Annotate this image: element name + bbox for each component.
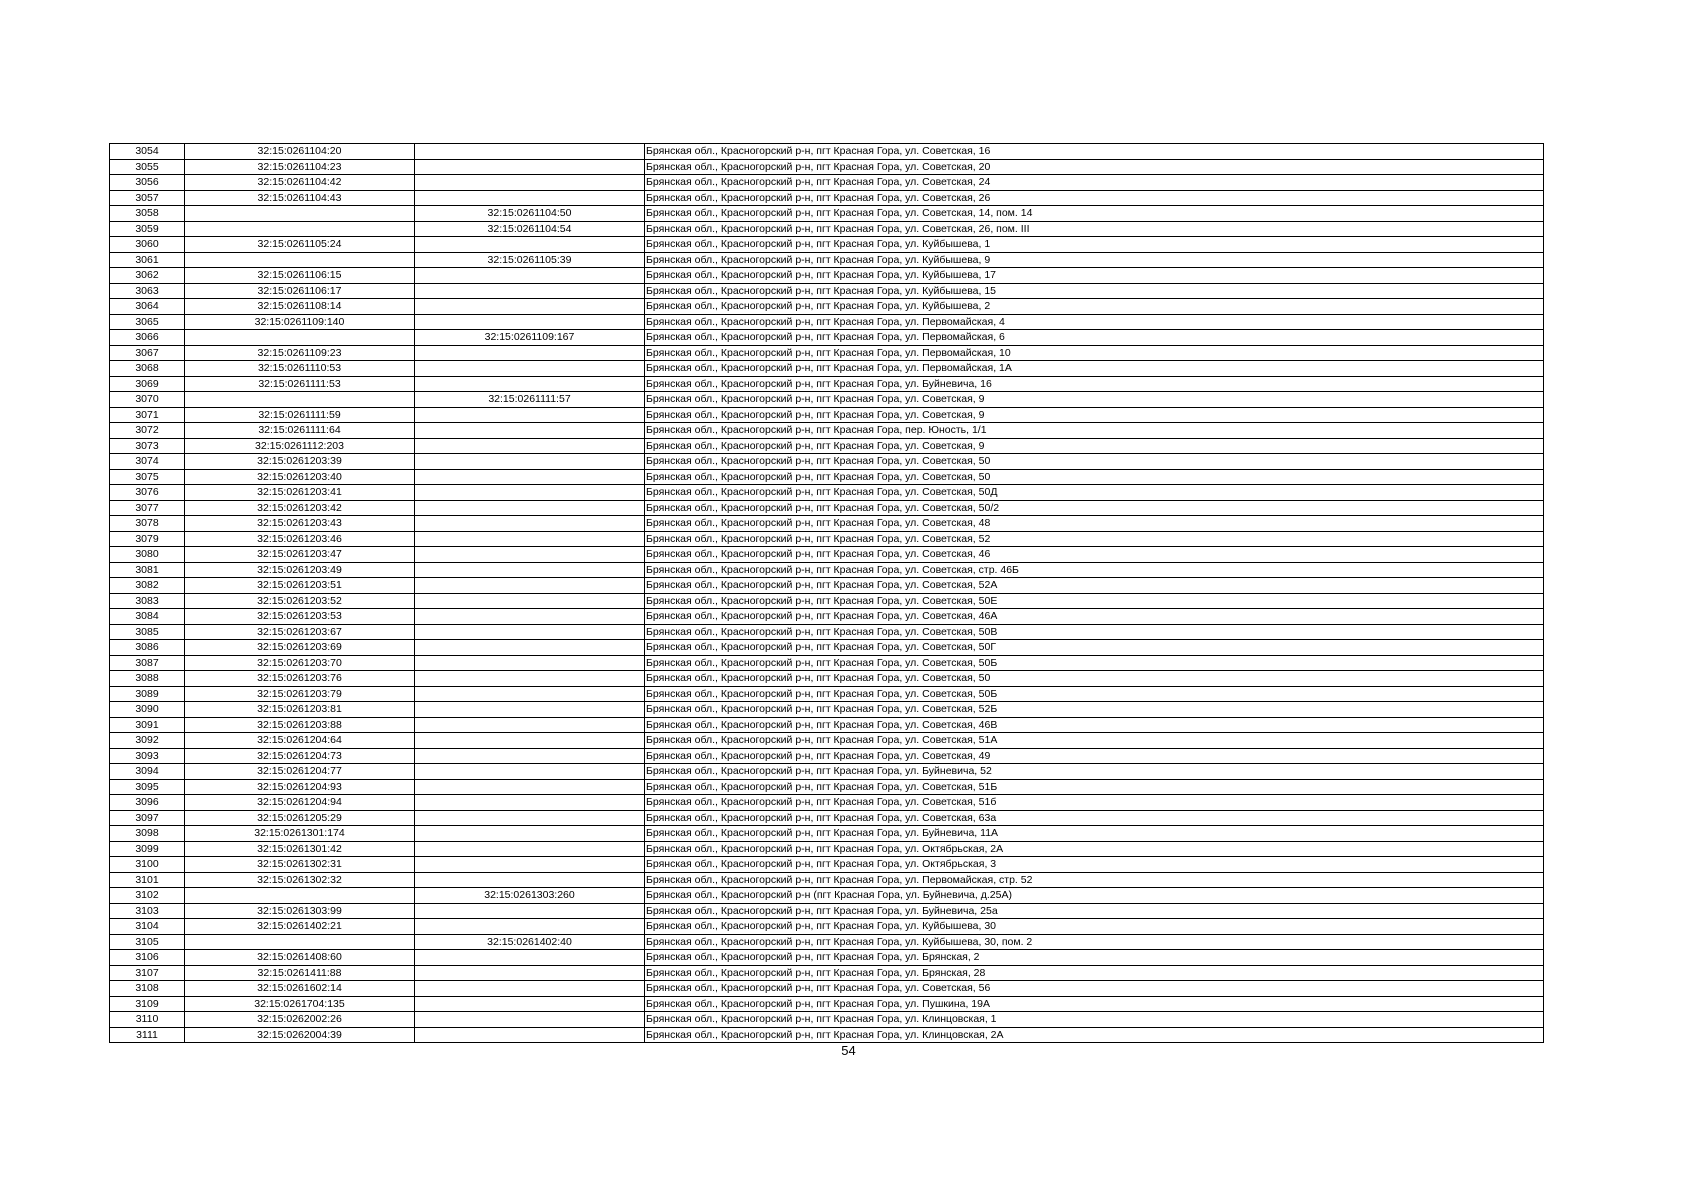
row-number: 3076: [110, 485, 185, 501]
cadastral-number-building: 32:15:0261109:167: [415, 330, 645, 346]
table-row: [110, 283, 1544, 299]
table-row: [110, 826, 1544, 842]
cadastral-number-building: [415, 1027, 645, 1043]
address: Брянская обл., Красногорский р-н, пгт Красная Гора, ул. Первомайская, 4: [645, 314, 1544, 330]
table-row: [110, 764, 1544, 780]
table-row: [110, 686, 1544, 702]
cadastral-number-land: 32:15:0261109:140: [185, 314, 415, 330]
cadastral-number-land: [185, 392, 415, 408]
address: Брянская обл., Красногорский р-н, пгт Красная Гора, ул. Первомайская, стр. 52: [645, 872, 1544, 888]
cadastral-number-building: [415, 609, 645, 625]
address: Брянская обл., Красногорский р-н, пгт Красная Гора, ул. Советская, 26, пом. III: [645, 221, 1544, 237]
row-number: 3096: [110, 795, 185, 811]
table-row: [110, 872, 1544, 888]
cadastral-number-building: [415, 562, 645, 578]
address: Брянская обл., Красногорский р-н, пгт Красная Гора, ул. Буйневича, 11А: [645, 826, 1544, 842]
cadastral-number-land: 32:15:0261203:47: [185, 547, 415, 563]
row-number: 3080: [110, 547, 185, 563]
table-row: [110, 593, 1544, 609]
table-row: [110, 144, 1544, 160]
row-number: 3094: [110, 764, 185, 780]
row-number: 3106: [110, 950, 185, 966]
table-row: [110, 857, 1544, 873]
cadastral-number-land: 32:15:0261402:21: [185, 919, 415, 935]
address: Брянская обл., Красногорский р-н, пгт Красная Гора, ул. Советская, 50Е: [645, 593, 1544, 609]
cadastral-number-building: [415, 454, 645, 470]
table-row: [110, 175, 1544, 191]
table-row: [110, 516, 1544, 532]
cadastral-number-land: 32:15:0261203:69: [185, 640, 415, 656]
cadastral-number-building: 32:15:0261402:40: [415, 934, 645, 950]
row-number: 3088: [110, 671, 185, 687]
table-row: [110, 485, 1544, 501]
row-number: 3100: [110, 857, 185, 873]
cadastral-number-land: [185, 252, 415, 268]
cadastral-number-land: 32:15:0261109:23: [185, 345, 415, 361]
cadastral-number-land: 32:15:0261105:24: [185, 237, 415, 253]
cadastral-number-building: [415, 624, 645, 640]
row-number: 3055: [110, 159, 185, 175]
table-row: [110, 795, 1544, 811]
table-row: [110, 919, 1544, 935]
row-number: 3054: [110, 144, 185, 160]
table-row: [110, 888, 1544, 904]
row-number: 3090: [110, 702, 185, 718]
cadastral-number-building: [415, 144, 645, 160]
cadastral-number-building: [415, 981, 645, 997]
table-row: [110, 779, 1544, 795]
cadastral-number-land: 32:15:0261204:93: [185, 779, 415, 795]
address: Брянская обл., Красногорский р-н, пгт Красная Гора, ул. Советская, 51А: [645, 733, 1544, 749]
table-row: [110, 578, 1544, 594]
address: Брянская обл., Красногорский р-н, пгт Красная Гора, ул. Советская, 14, пом. 14: [645, 206, 1544, 222]
row-number: 3061: [110, 252, 185, 268]
row-number: 3062: [110, 268, 185, 284]
cadastral-number-building: 32:15:0261104:50: [415, 206, 645, 222]
cadastral-number-land: [185, 934, 415, 950]
registry-table-body: [110, 144, 1544, 1043]
row-number: 3068: [110, 361, 185, 377]
page-number: 54: [841, 1043, 856, 1058]
cadastral-number-building: [415, 361, 645, 377]
address: Брянская обл., Красногорский р-н, пгт Красная Гора, ул. Первомайская, 10: [645, 345, 1544, 361]
address: Брянская обл., Красногорский р-н, пгт Красная Гора, ул. Куйбышева, 9: [645, 252, 1544, 268]
row-number: 3104: [110, 919, 185, 935]
cadastral-number-building: [415, 826, 645, 842]
row-number: 3111: [110, 1027, 185, 1043]
cadastral-number-land: 32:15:0261203:81: [185, 702, 415, 718]
row-number: 3109: [110, 996, 185, 1012]
row-number: 3099: [110, 841, 185, 857]
row-number: 3070: [110, 392, 185, 408]
address: Брянская обл., Красногорский р-н, пгт Красная Гора, ул. Буйневича, 52: [645, 764, 1544, 780]
row-number: 3075: [110, 469, 185, 485]
cadastral-number-land: 32:15:0261112:203: [185, 438, 415, 454]
table-row: [110, 547, 1544, 563]
cadastral-number-land: 32:15:0261203:53: [185, 609, 415, 625]
table-row: [110, 221, 1544, 237]
cadastral-number-building: [415, 810, 645, 826]
address: Брянская обл., Красногорский р-н, пгт Красная Гора, ул. Советская, 51б: [645, 795, 1544, 811]
cadastral-number-land: 32:15:0261204:64: [185, 733, 415, 749]
row-number: 3056: [110, 175, 185, 191]
cadastral-number-building: 32:15:0261104:54: [415, 221, 645, 237]
address: Брянская обл., Красногорский р-н, пгт Красная Гора, ул. Советская, 50Б: [645, 686, 1544, 702]
cadastral-number-land: 32:15:0261203:43: [185, 516, 415, 532]
cadastral-number-building: [415, 903, 645, 919]
cadastral-number-building: [415, 376, 645, 392]
cadastral-number-building: [415, 159, 645, 175]
address: Брянская обл., Красногорский р-н, пгт Красная Гора, ул. Советская, 46: [645, 547, 1544, 563]
row-number: 3057: [110, 190, 185, 206]
table-row: [110, 423, 1544, 439]
table-row: [110, 640, 1544, 656]
cadastral-number-building: [415, 531, 645, 547]
address: Брянская обл., Красногорский р-н, пгт Красная Гора, ул. Советская, 52: [645, 531, 1544, 547]
cadastral-number-building: [415, 733, 645, 749]
table-row: [110, 748, 1544, 764]
table-row: [110, 655, 1544, 671]
address: Брянская обл., Красногорский р-н, пгт Красная Гора, ул. Первомайская, 1А: [645, 361, 1544, 377]
address: Брянская обл., Красногорский р-н, пгт Красная Гора, ул. Пушкина, 19А: [645, 996, 1544, 1012]
cadastral-number-building: [415, 190, 645, 206]
table-row: [110, 252, 1544, 268]
row-number: 3058: [110, 206, 185, 222]
row-number: 3060: [110, 237, 185, 253]
cadastral-number-building: [415, 965, 645, 981]
table-row: [110, 190, 1544, 206]
row-number: 3091: [110, 717, 185, 733]
table-row: [110, 810, 1544, 826]
cadastral-number-land: 32:15:0261203:42: [185, 500, 415, 516]
address: Брянская обл., Красногорский р-н, пгт Красная Гора, ул. Первомайская, 6: [645, 330, 1544, 346]
address: Брянская обл., Красногорский р-н, пгт Красная Гора, ул. Советская, 50Г: [645, 640, 1544, 656]
address: Брянская обл., Красногорский р-н, пгт Красная Гора, ул. Куйбышева, 30, пом. 2: [645, 934, 1544, 950]
cadastral-number-building: [415, 764, 645, 780]
cadastral-number-building: 32:15:0261105:39: [415, 252, 645, 268]
table-row: [110, 361, 1544, 377]
table-row: [110, 531, 1544, 547]
address: Брянская обл., Красногорский р-н, пгт Красная Гора, ул. Буйневича, 16: [645, 376, 1544, 392]
cadastral-number-land: 32:15:0261204:77: [185, 764, 415, 780]
cadastral-number-land: 32:15:0261111:59: [185, 407, 415, 423]
address: Брянская обл., Красногорский р-н, пгт Красная Гора, ул. Советская, 52Б: [645, 702, 1544, 718]
address: Брянская обл., Красногорский р-н, пгт Красная Гора, ул. Советская, 50Д: [645, 485, 1544, 501]
cadastral-number-building: 32:15:0261111:57: [415, 392, 645, 408]
row-number: 3073: [110, 438, 185, 454]
row-number: 3101: [110, 872, 185, 888]
table-row: [110, 392, 1544, 408]
table-row: [110, 159, 1544, 175]
table-row: [110, 206, 1544, 222]
table-row: [110, 733, 1544, 749]
cadastral-number-land: 32:15:0261301:174: [185, 826, 415, 842]
table-row: [110, 438, 1544, 454]
row-number: 3108: [110, 981, 185, 997]
row-number: 3072: [110, 423, 185, 439]
cadastral-number-land: 32:15:0261203:41: [185, 485, 415, 501]
table-row: [110, 671, 1544, 687]
cadastral-number-building: [415, 423, 645, 439]
address: Брянская обл., Красногорский р-н, пгт Красная Гора, ул. Брянская, 28: [645, 965, 1544, 981]
cadastral-number-building: [415, 702, 645, 718]
cadastral-number-building: [415, 593, 645, 609]
row-number: 3077: [110, 500, 185, 516]
cadastral-number-land: 32:15:0261203:39: [185, 454, 415, 470]
cadastral-number-building: [415, 686, 645, 702]
row-number: 3084: [110, 609, 185, 625]
row-number: 3110: [110, 1012, 185, 1028]
cadastral-number-land: 32:15:0261602:14: [185, 981, 415, 997]
row-number: 3103: [110, 903, 185, 919]
address: Брянская обл., Красногорский р-н (пгт Красная Гора, ул. Буйневича, д.25А): [645, 888, 1544, 904]
address: Брянская обл., Красногорский р-н, пгт Красная Гора, ул. Куйбышева, 2: [645, 299, 1544, 315]
cadastral-number-building: [415, 516, 645, 532]
cadastral-number-land: 32:15:0261110:53: [185, 361, 415, 377]
cadastral-number-land: 32:15:0261205:29: [185, 810, 415, 826]
address: Брянская обл., Красногорский р-н, пгт Красная Гора, ул. Куйбышева, 1: [645, 237, 1544, 253]
address: Брянская обл., Красногорский р-н, пгт Красная Гора, ул. Советская, 9: [645, 392, 1544, 408]
row-number: 3078: [110, 516, 185, 532]
row-number: 3082: [110, 578, 185, 594]
cadastral-number-building: [415, 919, 645, 935]
address: Брянская обл., Красногорский р-н, пгт Красная Гора, ул. Советская, 16: [645, 144, 1544, 160]
cadastral-number-land: 32:15:0261104:23: [185, 159, 415, 175]
address: Брянская обл., Красногорский р-н, пгт Красная Гора, ул. Советская, 50Б: [645, 655, 1544, 671]
table-row: [110, 330, 1544, 346]
address: Брянская обл., Красногорский р-н, пгт Красная Гора, ул. Советская, 50: [645, 671, 1544, 687]
table-row: [110, 841, 1544, 857]
address: Брянская обл., Красногорский р-н, пгт Красная Гора, ул. Советская, 26: [645, 190, 1544, 206]
cadastral-number-building: [415, 547, 645, 563]
row-number: 3069: [110, 376, 185, 392]
cadastral-number-building: [415, 237, 645, 253]
cadastral-number-building: [415, 469, 645, 485]
address: Брянская обл., Красногорский р-н, пгт Красная Гора, ул. Советская, 50: [645, 454, 1544, 470]
address: Брянская обл., Красногорский р-н, пгт Красная Гора, ул. Брянская, 2: [645, 950, 1544, 966]
cadastral-number-land: 32:15:0261303:99: [185, 903, 415, 919]
cadastral-number-land: 32:15:0261408:60: [185, 950, 415, 966]
address: Брянская обл., Красногорский р-н, пгт Красная Гора, ул. Куйбышева, 15: [645, 283, 1544, 299]
cadastral-number-land: 32:15:0261204:73: [185, 748, 415, 764]
row-number: 3092: [110, 733, 185, 749]
cadastral-number-land: 32:15:0261203:79: [185, 686, 415, 702]
cadastral-number-land: 32:15:0262002:26: [185, 1012, 415, 1028]
address: Брянская обл., Красногорский р-н, пгт Красная Гора, ул. Советская, 50: [645, 469, 1544, 485]
row-number: 3089: [110, 686, 185, 702]
registry-table: [109, 143, 1544, 1043]
table-row: [110, 981, 1544, 997]
cadastral-number-land: [185, 330, 415, 346]
address: Брянская обл., Красногорский р-н, пгт Красная Гора, ул. Советская, 63а: [645, 810, 1544, 826]
cadastral-number-land: 32:15:0261106:17: [185, 283, 415, 299]
address: Брянская обл., Красногорский р-н, пгт Красная Гора, ул. Буйневича, 25а: [645, 903, 1544, 919]
cadastral-number-land: 32:15:0261302:32: [185, 872, 415, 888]
row-number: 3098: [110, 826, 185, 842]
table-row: [110, 1027, 1544, 1043]
address: Брянская обл., Красногорский р-н, пгт Красная Гора, ул. Советская, 9: [645, 438, 1544, 454]
table-row: [110, 562, 1544, 578]
table-row: [110, 702, 1544, 718]
table-row: [110, 237, 1544, 253]
cadastral-number-land: [185, 206, 415, 222]
row-number: 3074: [110, 454, 185, 470]
row-number: 3071: [110, 407, 185, 423]
cadastral-number-building: [415, 748, 645, 764]
address: Брянская обл., Красногорский р-н, пгт Красная Гора, ул. Советская, 50В: [645, 624, 1544, 640]
row-number: 3086: [110, 640, 185, 656]
table-row: [110, 345, 1544, 361]
row-number: 3105: [110, 934, 185, 950]
table-row: [110, 376, 1544, 392]
cadastral-number-land: 32:15:0261704:135: [185, 996, 415, 1012]
table-row: [110, 609, 1544, 625]
cadastral-number-building: [415, 500, 645, 516]
row-number: 3093: [110, 748, 185, 764]
row-number: 3065: [110, 314, 185, 330]
row-number: 3083: [110, 593, 185, 609]
table-row: [110, 903, 1544, 919]
address: Брянская обл., Красногорский р-н, пгт Красная Гора, ул. Клинцовская, 1: [645, 1012, 1544, 1028]
cadastral-number-land: [185, 221, 415, 237]
cadastral-number-land: 32:15:0261203:49: [185, 562, 415, 578]
table-row: [110, 268, 1544, 284]
cadastral-number-building: [415, 717, 645, 733]
table-row: [110, 407, 1544, 423]
cadastral-number-building: [415, 779, 645, 795]
cadastral-number-land: 32:15:0261111:64: [185, 423, 415, 439]
row-number: 3081: [110, 562, 185, 578]
cadastral-number-land: 32:15:0261203:52: [185, 593, 415, 609]
address: Брянская обл., Красногорский р-н, пгт Красная Гора, ул. Советская, 46А: [645, 609, 1544, 625]
address: Брянская обл., Красногорский р-н, пгт Красная Гора, ул. Советская, 56: [645, 981, 1544, 997]
cadastral-number-land: 32:15:0261203:40: [185, 469, 415, 485]
address: Брянская обл., Красногорский р-н, пгт Красная Гора, ул. Советская, 20: [645, 159, 1544, 175]
row-number: 3097: [110, 810, 185, 826]
table-row: [110, 314, 1544, 330]
cadastral-number-land: 32:15:0261104:20: [185, 144, 415, 160]
cadastral-number-building: [415, 655, 645, 671]
address: Брянская обл., Красногорский р-н, пгт Красная Гора, ул. Советская, 52А: [645, 578, 1544, 594]
address: Брянская обл., Красногорский р-н, пгт Красная Гора, ул. Советская, стр. 46Б: [645, 562, 1544, 578]
cadastral-number-building: [415, 841, 645, 857]
address: Брянская обл., Красногорский р-н, пгт Красная Гора, ул. Октябрьская, 3: [645, 857, 1544, 873]
cadastral-number-land: 32:15:0262004:39: [185, 1027, 415, 1043]
cadastral-number-building: [415, 175, 645, 191]
table-row: [110, 500, 1544, 516]
address: Брянская обл., Красногорский р-н, пгт Красная Гора, ул. Клинцовская, 2А: [645, 1027, 1544, 1043]
cadastral-number-land: 32:15:0261203:51: [185, 578, 415, 594]
row-number: 3102: [110, 888, 185, 904]
cadastral-number-land: 32:15:0261411:88: [185, 965, 415, 981]
row-number: 3107: [110, 965, 185, 981]
cadastral-number-building: [415, 314, 645, 330]
cadastral-number-land: 32:15:0261106:15: [185, 268, 415, 284]
row-number: 3095: [110, 779, 185, 795]
address: Брянская обл., Красногорский р-н, пгт Красная Гора, ул. Советская, 51Б: [645, 779, 1544, 795]
address: Брянская обл., Красногорский р-н, пгт Красная Гора, ул. Куйбышева, 17: [645, 268, 1544, 284]
table-row: [110, 950, 1544, 966]
cadastral-number-building: [415, 345, 645, 361]
table-row: [110, 965, 1544, 981]
cadastral-number-land: 32:15:0261104:42: [185, 175, 415, 191]
cadastral-number-building: [415, 438, 645, 454]
address: Брянская обл., Красногорский р-н, пгт Красная Гора, ул. Советская, 24: [645, 175, 1544, 191]
address: Брянская обл., Красногорский р-н, пгт Красная Гора, ул. Советская, 50/2: [645, 500, 1544, 516]
cadastral-number-land: 32:15:0261302:31: [185, 857, 415, 873]
cadastral-number-building: [415, 671, 645, 687]
cadastral-number-building: [415, 1012, 645, 1028]
row-number: 3063: [110, 283, 185, 299]
table-row: [110, 454, 1544, 470]
cadastral-number-land: 32:15:0261301:42: [185, 841, 415, 857]
cadastral-number-building: [415, 299, 645, 315]
cadastral-number-land: 32:15:0261203:67: [185, 624, 415, 640]
address: Брянская обл., Красногорский р-н, пгт Красная Гора, ул. Советская, 49: [645, 748, 1544, 764]
row-number: 3064: [110, 299, 185, 315]
address: Брянская обл., Красногорский р-н, пгт Красная Гора, ул. Советская, 48: [645, 516, 1544, 532]
cadastral-number-land: 32:15:0261203:88: [185, 717, 415, 733]
cadastral-number-building: [415, 578, 645, 594]
table-row: [110, 717, 1544, 733]
cadastral-number-building: [415, 795, 645, 811]
address: Брянская обл., Красногорский р-н, пгт Красная Гора, ул. Куйбышева, 30: [645, 919, 1544, 935]
cadastral-number-land: 32:15:0261204:94: [185, 795, 415, 811]
row-number: 3085: [110, 624, 185, 640]
cadastral-number-land: 32:15:0261108:14: [185, 299, 415, 315]
cadastral-number-building: 32:15:0261303:260: [415, 888, 645, 904]
cadastral-number-building: [415, 950, 645, 966]
row-number: 3059: [110, 221, 185, 237]
cadastral-number-land: 32:15:0261203:76: [185, 671, 415, 687]
table-row: [110, 469, 1544, 485]
table-row: [110, 299, 1544, 315]
row-number: 3066: [110, 330, 185, 346]
cadastral-number-land: 32:15:0261203:70: [185, 655, 415, 671]
table-row: [110, 1012, 1544, 1028]
cadastral-number-building: [415, 407, 645, 423]
table-row: [110, 624, 1544, 640]
address: Брянская обл., Красногорский р-н, пгт Красная Гора, пер. Юность, 1/1: [645, 423, 1544, 439]
cadastral-number-building: [415, 485, 645, 501]
cadastral-number-building: [415, 857, 645, 873]
cadastral-number-land: 32:15:0261111:53: [185, 376, 415, 392]
cadastral-number-building: [415, 283, 645, 299]
row-number: 3087: [110, 655, 185, 671]
cadastral-number-building: [415, 640, 645, 656]
address: Брянская обл., Красногорский р-н, пгт Красная Гора, ул. Советская, 9: [645, 407, 1544, 423]
cadastral-number-building: [415, 996, 645, 1012]
address: Брянская обл., Красногорский р-н, пгт Красная Гора, ул. Октябрьская, 2А: [645, 841, 1544, 857]
cadastral-number-land: [185, 888, 415, 904]
address: Брянская обл., Красногорский р-н, пгт Красная Гора, ул. Советская, 46В: [645, 717, 1544, 733]
table-row: [110, 934, 1544, 950]
cadastral-number-building: [415, 268, 645, 284]
cadastral-number-land: 32:15:0261203:46: [185, 531, 415, 547]
table-row: [110, 996, 1544, 1012]
row-number: 3079: [110, 531, 185, 547]
cadastral-number-building: [415, 872, 645, 888]
row-number: 3067: [110, 345, 185, 361]
cadastral-number-land: 32:15:0261104:43: [185, 190, 415, 206]
